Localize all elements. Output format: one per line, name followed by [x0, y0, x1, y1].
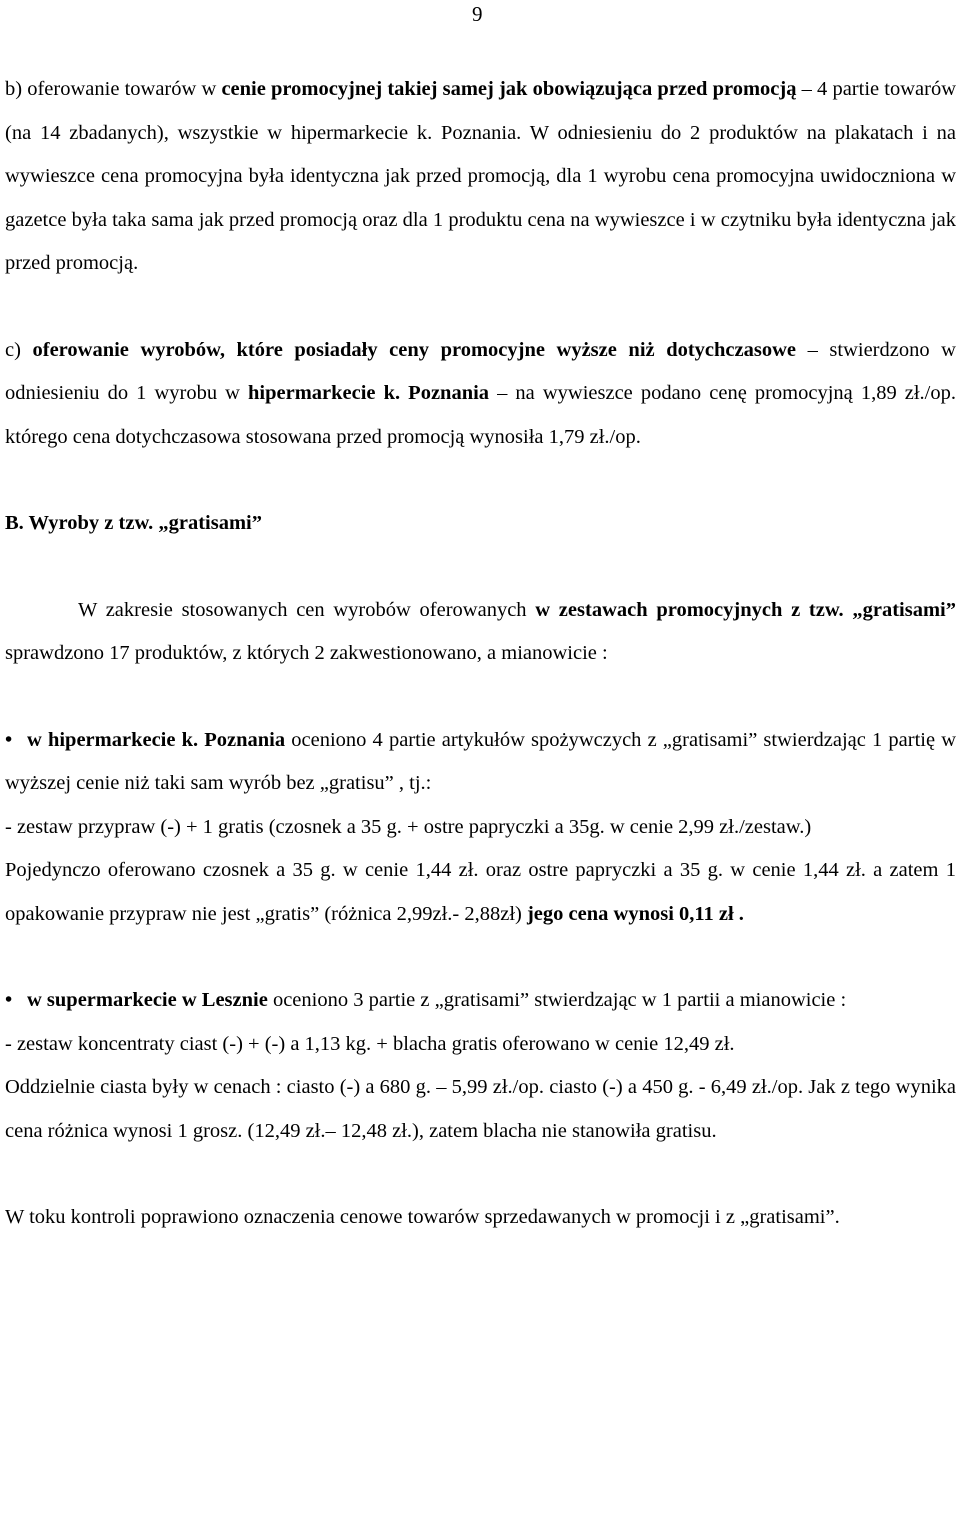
- bullet-2-text: oceniono 3 partie z „gratisami” stwierdzając w 1 partii a mianowicie :: [267, 989, 847, 1011]
- bullet-2-bold: w supermarkecie w Lesznie: [27, 989, 268, 1011]
- section-c-prefix: c): [5, 338, 33, 361]
- document-body: [5, 68, 956, 1240]
- heading-b: B. Wyroby z tzw. „gratisami”: [5, 512, 262, 534]
- intro-paragraph: [5, 589, 956, 676]
- section-b-bold: cenie promocyjnej takiej samej jak obowiązująca przed promocją: [221, 78, 797, 100]
- spacer: [5, 546, 956, 589]
- closing-paragraph: W toku kontroli poprawiono oznaczenia cenowe towarów sprzedawanych w promocji i z „gratisami”.: [5, 1206, 840, 1228]
- section-c-paragraph: [5, 329, 956, 460]
- spacer: [5, 936, 956, 979]
- section-c-text: – stwierdzono w odniesieniu do 1 wyrobu w: [5, 338, 956, 404]
- bullet-1-line-2: - zestaw przypraw (-) + 1 gratis (czosnek a 35 g. + ostre papryczki a 35g. w cenie 2,99 zł./zestaw.): [5, 815, 812, 838]
- spacer: [5, 676, 956, 719]
- section-c-text-2: – na wywieszce podano cenę promocyjną 1,89 zł./op. którego cena dotychczasowa stosowana przed promocją wynosiła 1,79 zł./op.: [5, 382, 957, 448]
- intro-text-2: sprawdzono 17 produktów, z których 2 zakwestionowano, a mianowicie :: [5, 642, 608, 664]
- bullet-1-text: oceniono 4 partie artykułów spożywczych z „gratisami” stwierdzając 1 partię w wyższej cenie niż taki sam wyrób bez „gratisu” , tj.:: [5, 728, 956, 794]
- section-c-bold: oferowanie wyrobów, które posiadały ceny promocyjne wyższe niż dotychczasowe: [32, 338, 796, 361]
- spacer: [5, 286, 956, 329]
- bullet-1-paragraph: [5, 719, 956, 806]
- page-number: 9: [472, 2, 483, 26]
- section-b-paragraph: [5, 68, 956, 286]
- bullet-2-line-3: Oddzielnie ciasta były w cenach : ciasto (-) a 680 g. – 5,99 zł./op. ciasto (-) a 450 g. - 6,49 zł./op. Jak z tego wynika cena różnica wynosi 1 grosz. (12,49 zł.– 12,48 zł.), zatem blacha nie stanowiła gratisu.: [5, 1076, 956, 1142]
- bullet-2-paragraph: [5, 979, 956, 1023]
- spacer: [5, 459, 956, 502]
- bullet-icon: •: [5, 989, 13, 1011]
- intro-bold: w zestawach promocyjnych z tzw. „gratisami”: [535, 598, 956, 621]
- section-b-prefix: b) oferowanie towarów w: [5, 78, 222, 100]
- bullet-1-line-3-text: Pojedynczo oferowano czosnek a 35 g. w cenie 1,44 zł. oraz ostre papryczki a 35 g. w cenie 1,44 zł. a zatem 1 opakowanie przypraw nie jest „gratis” (różnica 2,99zł.- 2,88zł): [5, 859, 956, 925]
- section-c-bold-location: hipermarkecie k. Poznania: [248, 382, 490, 404]
- bullet-1-line-3: [5, 849, 956, 936]
- section-b-text: – 4 partie towarów (na 14 zbadanych), wszystkie w hipermarkecie k. Poznania. W odniesieniu do 2 produktów na plakatach i na wywieszce cena promocyjna była identyczna jak przed promocją, dla 1 wyrobu cena promocyjna uwidoczniona w gazetce była taka sama jak przed promocją oraz dla 1 produktu cena na wywieszce i w czytniku była identyczna jak przed promocją.: [5, 78, 956, 274]
- intro-text: W zakresie stosowanych cen wyrobów oferowanych: [78, 598, 536, 621]
- bullet-1-line-3-bold: jego cena wynosi 0,11 zł .: [526, 902, 744, 925]
- bullet-icon: •: [5, 728, 13, 751]
- bullet-1-bold: w hipermarkecie k. Poznania: [27, 728, 286, 751]
- spacer: [5, 1153, 956, 1196]
- bullet-2-line-2: - zestaw koncentraty ciast (-) + (-) a 1,13 kg. + blacha gratis oferowano w cenie 12,49 zł.: [5, 1032, 735, 1055]
